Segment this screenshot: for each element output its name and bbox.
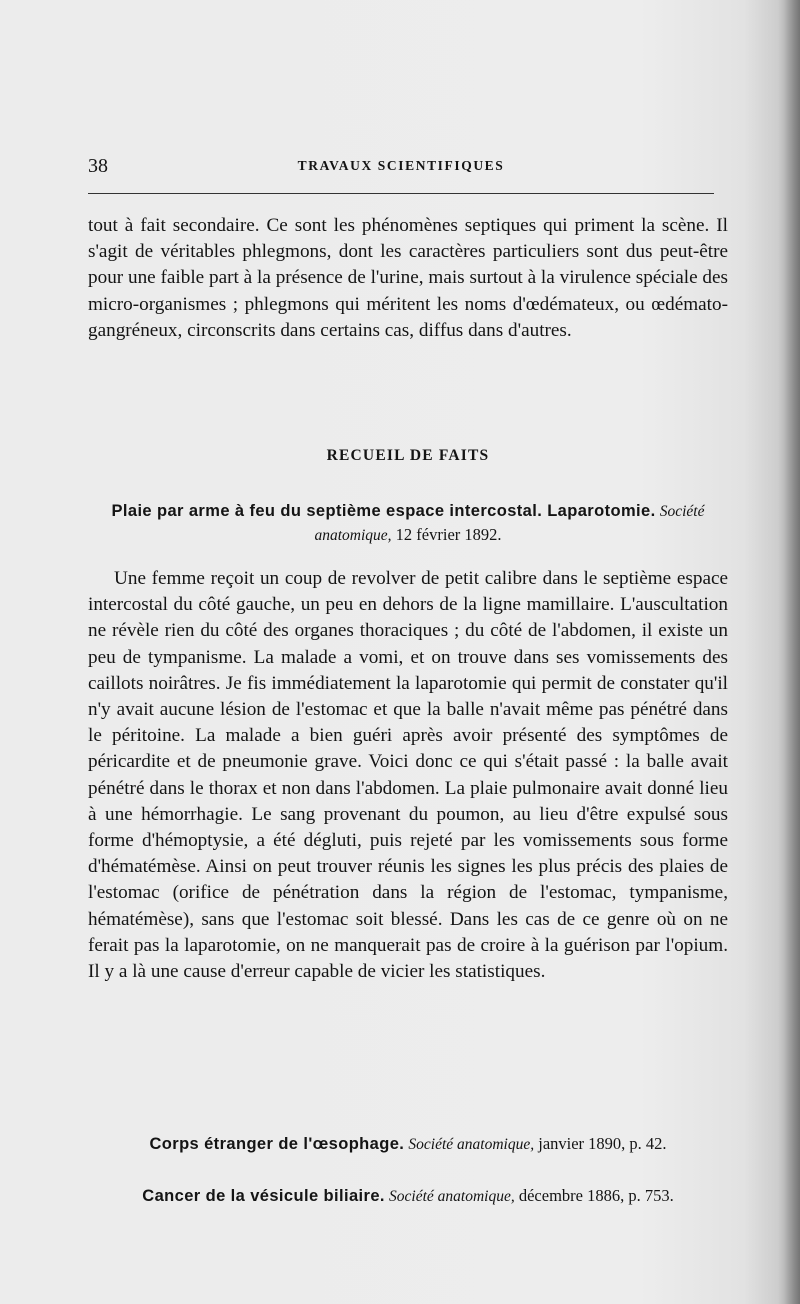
entry-source: Société anatomique,: [408, 1136, 535, 1153]
case-body: Une femme reçoit un coup de revolver de petit calibre dans le septième espace intercostal du côté gauche, un peu en dehors de la ligne mamillaire. L'auscultation ne révèle rien du côté des organes thoraciques ; du côté de l'abdomen, il existe un peu de tympanisme. La malade a vomi, et on trouve dans ses vomissements des caillots noirâtres. Je fis immédiatement la laparotomie qui permit de constater qu'il n'y avait aucune lésion de l'estomac et que la balle n'avait même pas pénétré dans le péritoine. La malade a bien guéri après avoir présenté des symptômes de péricardite et de pneumonie grave. Voici donc ce qui s'était passé : la balle avait pénétré dans le thorax et non dans l'abdomen. La plaie pulmonaire avait donné lieu à une hémorrhagie. Le sang provenant du poumon, au lieu d'être expulsé sous forme d'hémoptysie, a été dégluti, puis rejeté par les vomissements sous forme d'hématémèse. Ainsi on peut trouver réunis les signes les plus précis des plaies de l'estomac (orifice de pénétration dans la région de l'estomac, tympanisme, hématémèse), sans que l'estomac soit blessé. Dans les cas de ce genre où on ne ferait pas la laparotomie, on ne manquerait pas de croire à la guérison par l'opium. Il y a là une cause d'erreur capable de vicier les statistiques.: [88, 568, 728, 983]
entry-detail: décembre 1886, p. 753.: [518, 1186, 674, 1205]
binding-shadow: [778, 0, 800, 1304]
page-number: 38: [88, 155, 108, 177]
case-date: 12 février 1892.: [395, 524, 502, 544]
entry-detail: janvier 1890, p. 42.: [538, 1134, 667, 1153]
entry-source: Société anatomique,: [389, 1188, 515, 1205]
case-source: Société anatomique,: [314, 503, 705, 544]
section-heading: RECUEIL DE FAITS: [326, 447, 490, 464]
case-title-block: [100, 500, 716, 547]
entry-title: Corps étranger de l'œsophage.: [149, 1135, 405, 1153]
running-title: TRAVAUX SCIENTIFIQUES: [297, 158, 505, 173]
header-rule: [88, 193, 714, 194]
case-title: Plaie par arme à feu du septième espace intercostal. Laparotomie.: [111, 502, 656, 520]
intro-paragraph: tout à fait secondaire. Ce sont les phénomènes septiques qui priment la scène. Il s'agit de véritables phlegmons, dont les caractères particuliers sont dus peut-être pour une faible part à la présence de l'urine, mais surtout à la virulence spéciale des micro-organismes ; phlegmons qui méritent les noms d'œdémateux, ou œdémato-gangréneux, circonscrits dans certains cas, diffus dans d'autres.: [88, 215, 728, 341]
entry-oesophage: [100, 1132, 716, 1157]
page-header: [88, 155, 714, 181]
entry-vesicule: [100, 1184, 716, 1209]
entry-title: Cancer de la vésicule biliaire.: [142, 1187, 385, 1205]
